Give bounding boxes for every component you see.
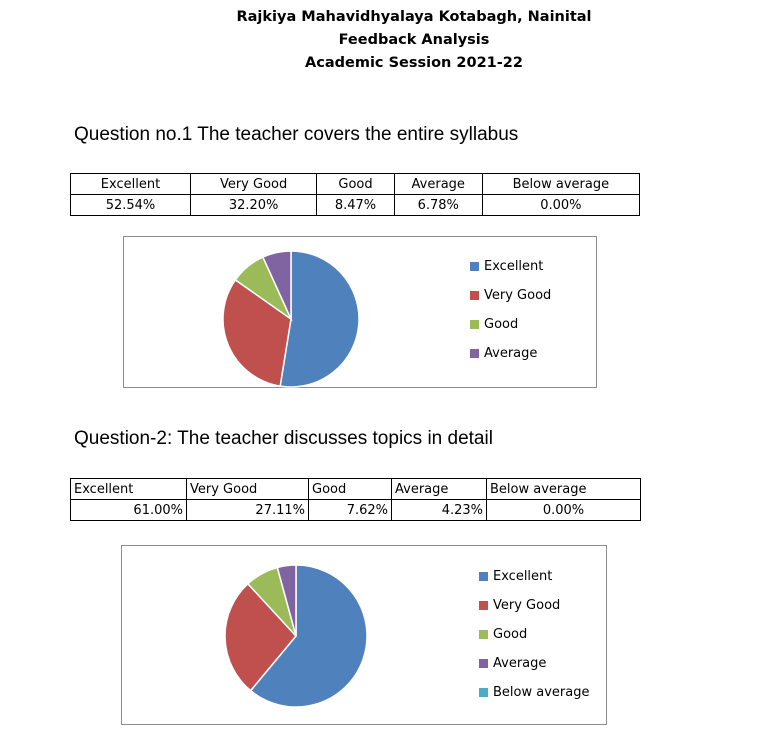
document-header — [0, 6, 768, 75]
legend-label: Good — [484, 317, 519, 332]
pie-slice-excellent — [280, 251, 359, 387]
table-header: Very Good — [191, 174, 317, 195]
table-cell: 8.47% — [317, 195, 395, 216]
legend-label: Below average — [493, 685, 590, 700]
table-header: Good — [309, 479, 392, 500]
table-cell: 32.20% — [191, 195, 317, 216]
table-header: Excellent — [71, 174, 191, 195]
question-1-title: Question no.1 The teacher covers the entire syllabus — [74, 124, 519, 145]
legend-swatch — [470, 320, 479, 329]
legend-label: Average — [493, 656, 547, 671]
legend-swatch — [479, 659, 488, 668]
legend-item — [479, 569, 552, 584]
legend-swatch — [470, 291, 479, 300]
table-cell: 6.78% — [394, 195, 482, 216]
table-header: Average — [392, 479, 487, 500]
legend-label: Excellent — [484, 259, 544, 274]
academic-session: Academic Session 2021-22 — [305, 55, 523, 71]
legend-swatch — [479, 572, 488, 581]
table-header: Below average — [487, 479, 641, 500]
table-header: Average — [394, 174, 482, 195]
legend-swatch — [470, 262, 479, 271]
table-cell: 52.54% — [71, 195, 191, 216]
legend-swatch — [470, 349, 479, 358]
legend-item — [479, 627, 527, 642]
question-2-table — [70, 478, 641, 521]
table-cell: 0.00% — [482, 195, 639, 216]
table-header: Below average — [482, 174, 639, 195]
legend-label: Excellent — [493, 569, 553, 584]
question-2-chart — [121, 545, 607, 725]
legend-label: Average — [484, 346, 538, 361]
table-cell: 4.23% — [392, 500, 487, 521]
table-cell: 27.11% — [187, 500, 309, 521]
report-title: Feedback Analysis — [338, 32, 490, 48]
table-header: Good — [317, 174, 395, 195]
legend-label: Very Good — [493, 598, 561, 613]
legend-item — [479, 656, 546, 671]
legend-label: Very Good — [484, 288, 552, 303]
legend-item — [470, 346, 537, 361]
table-header: Excellent — [71, 479, 187, 500]
legend-label: Good — [493, 627, 528, 642]
table-cell: 0.00% — [487, 500, 641, 521]
table-cell: 61.00% — [71, 500, 187, 521]
legend-item — [470, 288, 551, 303]
legend-item — [479, 685, 589, 700]
table-header: Very Good — [187, 479, 309, 500]
legend-item — [479, 598, 560, 613]
question-1-table — [70, 173, 640, 216]
legend-swatch — [479, 601, 488, 610]
legend-swatch — [479, 630, 488, 639]
legend-swatch — [479, 688, 488, 697]
college-name: Rajkiya Mahavidhyalaya Kotabagh, Nainital — [236, 9, 592, 25]
question-2-title: Question-2: The teacher discusses topics in detail — [74, 428, 493, 449]
legend-item — [470, 259, 543, 274]
table-cell: 7.62% — [309, 500, 392, 521]
legend-item — [470, 317, 518, 332]
question-1-chart — [123, 236, 597, 388]
